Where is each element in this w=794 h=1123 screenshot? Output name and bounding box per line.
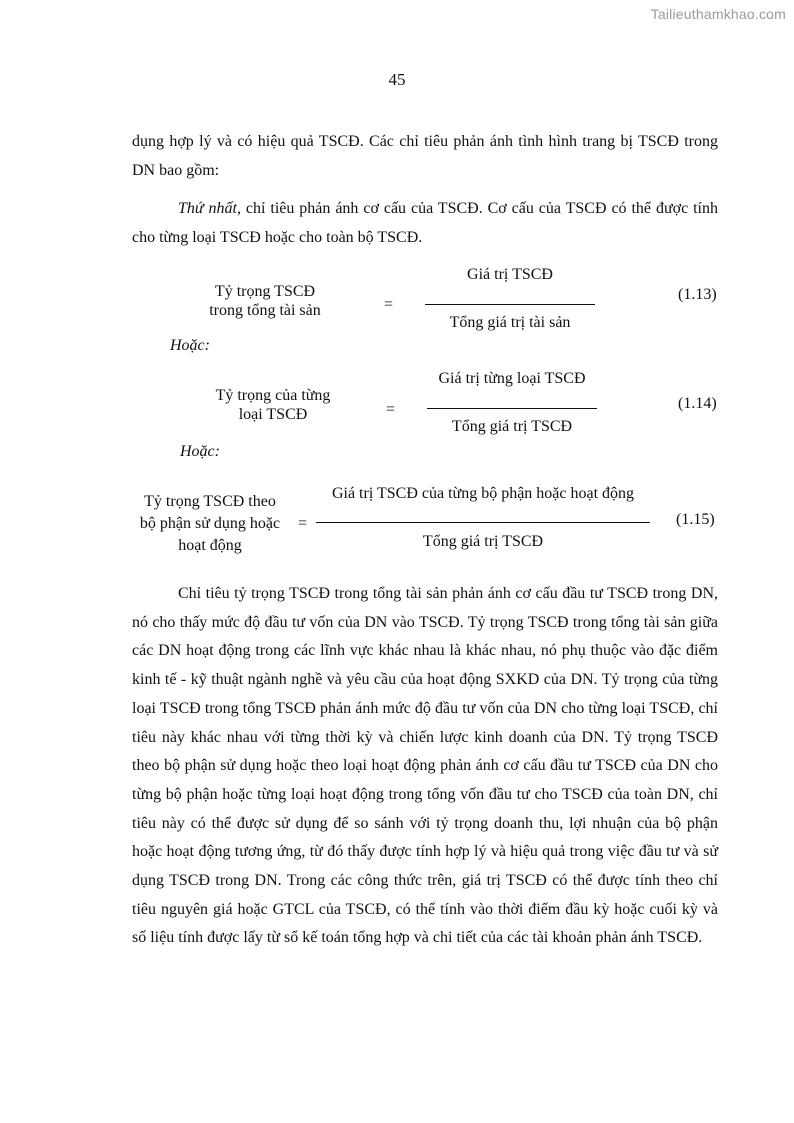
page-number: 45 xyxy=(388,70,406,89)
watermark: Tailieuthamkhao.com xyxy=(650,6,786,22)
formula-denominator: Tổng giá trị TSCĐ xyxy=(422,533,544,550)
paragraph-first-indicator xyxy=(132,195,718,252)
equals-sign: = xyxy=(298,515,308,532)
formula-lhs-line1: Tỷ trọng của từng xyxy=(215,387,331,404)
formula-number: (1.15) xyxy=(676,511,715,528)
formula-number: (1.14) xyxy=(678,395,717,412)
paragraph-rest: , chỉ tiêu phản ánh cơ cấu của TSCĐ. Cơ cấu của TSCĐ có thể được tính cho từng loại TSCĐ hoặc cho toàn bộ TSCĐ. xyxy=(132,200,718,246)
formula-numerator: Giá trị TSCĐ của từng bộ phận hoặc hoạt động xyxy=(331,485,635,502)
fraction-line xyxy=(427,408,597,409)
formula-numerator: Giá trị từng loại TSCĐ xyxy=(438,370,586,387)
formula-lhs-line2: loại TSCĐ xyxy=(238,406,308,423)
formula-lhs-line2: trong tổng tài sản xyxy=(209,302,321,319)
hoac-label: Hoặc: xyxy=(180,443,220,460)
formula-lhs-line2: bộ phận sử dụng hoặc xyxy=(139,515,281,532)
formula-numerator: Giá trị TSCĐ xyxy=(467,266,553,283)
fraction-line xyxy=(425,304,595,305)
formula-lhs-line1: Tỷ trọng TSCĐ xyxy=(214,283,316,300)
formula-lhs-line3: hoạt động xyxy=(178,537,242,554)
paragraph-explanation: Chỉ tiêu tỷ trọng TSCĐ trong tổng tài sản phản ánh cơ cấu đầu tư TSCĐ trong DN, nó cho thấy mức độ đầu tư vốn của DN vào TSCĐ. Tỷ trọng TSCĐ trong tổng tài sản giữa các DN hoạt động trong các lĩnh vực khác nhau là khác nhau, nó phụ thuộc vào đặc điểm kinh tế - kỹ thuật ngành nghề và yêu cầu của hoạt động SXKD của DN. Tỷ trọng của từng loại TSCĐ trong tổng TSCĐ phản ánh mức độ đầu tư vốn của DN cho từng loại TSCĐ, chỉ tiêu này khác nhau với từng thời kỳ và chiến lược kinh doanh của DN. Tỷ trọng TSCĐ theo bộ phận sử dụng hoặc theo loại hoạt động phản ánh cơ cấu đầu tư TSCĐ của DN cho từng bộ phận hoặc từng loại hoạt động trong tổng vốn đầu tư cho TSCĐ của toàn DN, chỉ tiêu này có thể được sử dụng để so sánh với tỷ trọng doanh thu, lợi nhuận của bộ phận hoặc hoạt động tương ứng, từ đó thấy được tính hợp lý và hiệu quả trong việc đầu tư và sử dụng TSCĐ trong DN. Trong các công thức trên, giá trị TSCĐ có thể được tính theo chỉ tiêu nguyên giá hoặc GTCL của TSCĐ, có thể tính vào thời điểm đầu kỳ hoặc cuối kỳ và số liệu tính được lấy từ sổ kế toán tổng hợp và chi tiết của các tài khoản phản ánh TSCĐ. xyxy=(132,585,718,947)
fraction-line xyxy=(316,522,650,523)
formula-denominator: Tổng giá trị TSCĐ xyxy=(451,418,573,435)
lead-italic: Thứ nhất xyxy=(178,200,237,217)
equals-sign: = xyxy=(384,296,394,313)
formula-denominator: Tổng giá trị tài sản xyxy=(449,314,571,331)
hoac-label: Hoặc: xyxy=(170,337,210,354)
paragraph-intro: dụng hợp lý và có hiệu quả TSCĐ. Các chỉ tiêu phản ánh tình hình trang bị TSCĐ trong DN bao gồm: xyxy=(132,133,718,179)
equals-sign: = xyxy=(386,401,396,418)
formula-number: (1.13) xyxy=(678,286,717,303)
formula-lhs-line1: Tỷ trọng TSCĐ theo xyxy=(144,493,276,510)
